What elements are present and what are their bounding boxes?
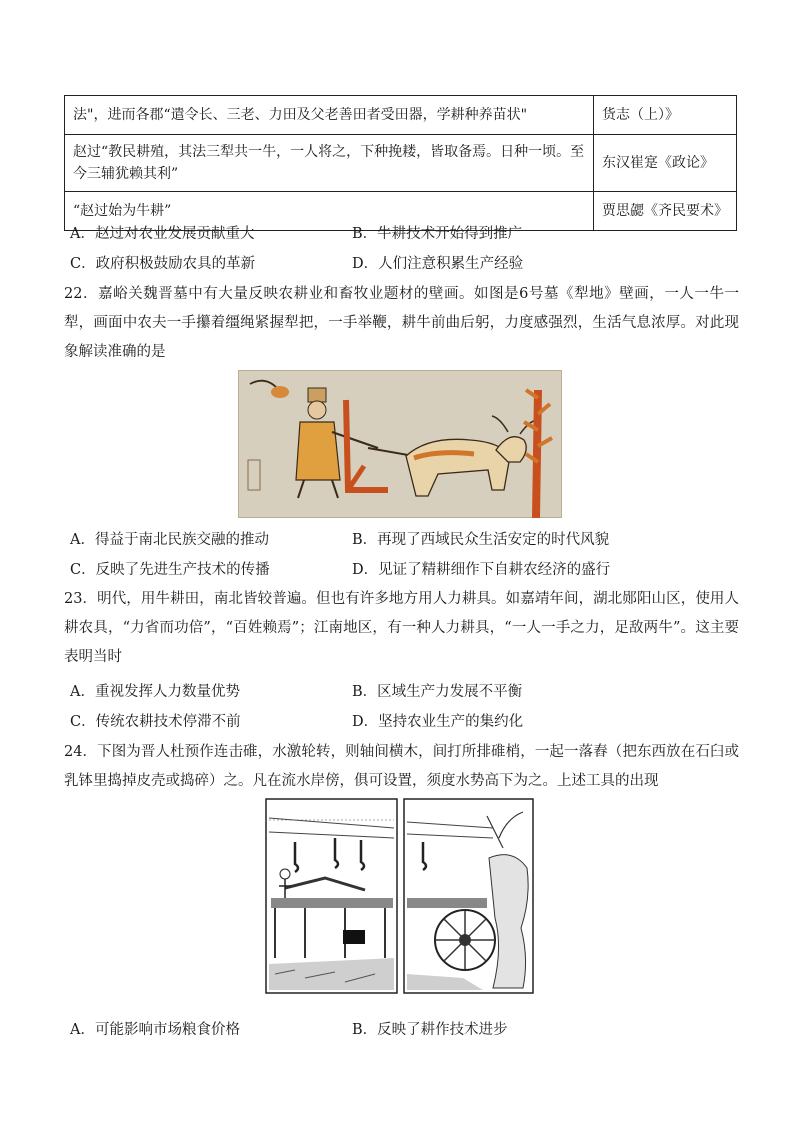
q24-option-a[interactable]: A．可能影响市场粮食价格 [70,1022,240,1038]
q23-stem: 23．明代，用牛耕田，南北皆较普遍。但也有许多地方用人力耕具。如嘉靖年间，湖北郧阳山区，使用人耕农具，“力省而功倍”，“百姓赖焉”；江南地区，有一种人力耕具，“一人一手之力，足敌两牛”。这主要表明当时 [64,591,739,665]
q21-option-d[interactable]: D．人们注意积累生产经验 [352,256,524,272]
q24-stem: 24．下图为晋人杜预作连击碓，水激轮转，则轴间横木，间打所排碓梢，一起一落舂（把东西放在石臼或乳钵里捣掉皮壳或捣碎）之。凡在流水岸傍，俱可设置，须度水势高下为之。上述工具的出现 [64,744,739,789]
q23-option-b[interactable]: B．区域生产力发展不平衡 [352,684,523,700]
source-table [64,95,737,231]
q21-option-c[interactable]: C．政府积极鼓励农具的革新 [70,256,256,272]
q21-option-b[interactable]: B．牛耕技术开始得到推广 [352,226,523,242]
q22-option-d[interactable]: D．见证了精耕细作下自耕农经济的盛行 [352,562,611,578]
q22-option-a[interactable]: A．得益于南北民族交融的推动 [70,532,269,548]
q22-option-c[interactable]: C．反映了先进生产技术的传播 [70,562,270,578]
table-cell-quote: 赵过“教民耕殖，其法三犁共一牛，一人将之，下种挽耧，皆取备焉。日种一顷。至今三辅犹赖其利” [65,135,594,192]
mural-plowing-image [238,370,562,518]
water-trip-hammer-right-image [403,798,534,994]
q23-option-a[interactable]: A．重视发挥人力数量优势 [70,684,240,700]
q23-option-c[interactable]: C．传统农耕技术停滞不前 [70,714,241,730]
table-cell-source: 贾思勰《齐民要术》 [594,192,737,231]
table-cell-source: 东汉崔寔《政论》 [594,135,737,192]
table-row [65,135,737,192]
q22-stem: 22．嘉峪关魏晋墓中有大量反映农耕业和畜牧业题材的壁画。如图是6号墓《犁地》壁画，一人一牛一犁，画面中农夫一手攥着缰绳紧握犁把，一手举鞭，耕牛前曲后躬，力度感强烈，生活气息浓厚。对此现象解读准确的是 [64,286,739,360]
table-cell-quote: 法"，进而各郡“遣令长、三老、力田及父老善田者受田器，学耕种养苗状" [65,96,594,135]
q23-option-d[interactable]: D．坚持农业生产的集约化 [352,714,524,730]
q22-option-b[interactable]: B．再现了西域民众生活安定的时代风貌 [352,532,610,548]
water-trip-hammer-left-image [265,798,398,994]
table-cell-quote: “赵过始为牛耕” [65,192,594,231]
table-cell-source: 货志（上）》 [594,96,737,135]
table-row [65,96,737,135]
q21-option-a[interactable]: A．赵过对农业发展贡献重大 [70,226,255,242]
q24-option-b[interactable]: B．反映了耕作技术进步 [352,1022,508,1038]
